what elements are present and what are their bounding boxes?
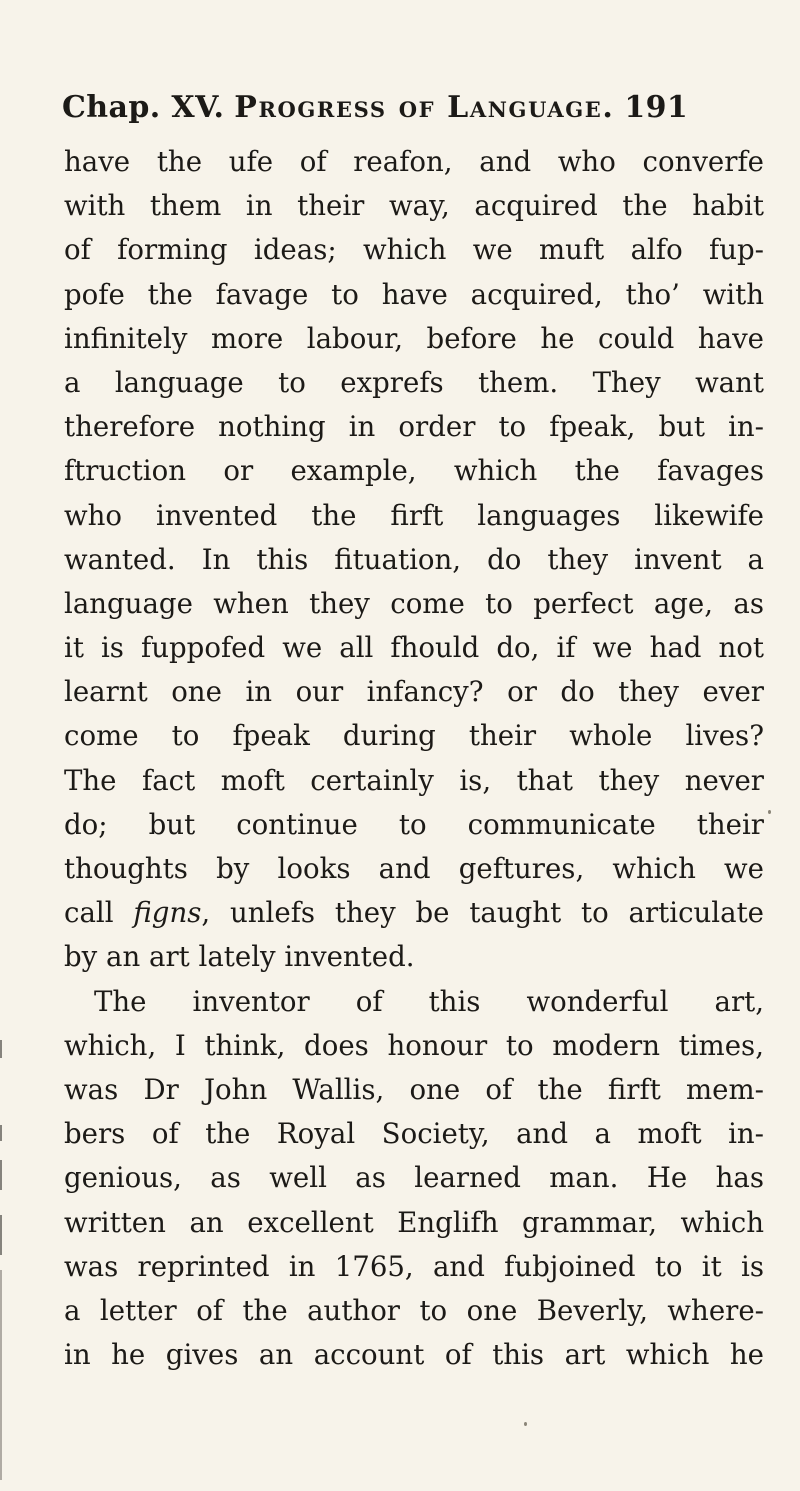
italic-word: figns <box>133 896 202 930</box>
gutter-shadow <box>0 1160 2 1190</box>
text-line: come to fpeak during their whole lives? <box>64 719 764 753</box>
text-line: have the ufe of reafon, and who converfe <box>64 145 764 178</box>
gutter-shadow <box>0 1125 2 1141</box>
gutter-shadow <box>0 1040 2 1058</box>
text-fragment: , unlefs they be taught to articulate <box>201 896 764 930</box>
text-line: wanted. In this fituation, do they invent a <box>64 542 764 576</box>
text-line: by an art lately invented. <box>64 940 415 974</box>
text-line: ftruction or example, which the favages <box>64 454 764 488</box>
gutter-shadow <box>0 1215 2 1255</box>
chapter-label: Chap. XV. <box>62 90 225 125</box>
text-line: pofe the favage to have acquired, tho’ with <box>64 277 764 311</box>
text-line: therefore nothing in order to fpeak, but in- <box>64 410 764 444</box>
text-line: thoughts by looks and geftures, which we <box>64 852 764 885</box>
text-line: The inventor of this wonderful art, <box>94 984 764 1018</box>
text-fragment: call <box>64 896 134 930</box>
running-title: Progress of Language. <box>234 90 615 125</box>
page-number: 191 <box>624 90 689 125</box>
text-line: bers of the Royal Society, and a moft in- <box>64 1117 764 1151</box>
text-line: genious, as well as learned man. He has <box>64 1161 764 1195</box>
text-line: was reprinted in 1765, and fubjoined to it is <box>64 1249 764 1283</box>
gutter-shadow <box>0 1270 2 1480</box>
text-line: it is fuppofed we all fhould do, if we had not <box>64 631 764 665</box>
text-line: language when they come to perfect age, as <box>64 586 764 620</box>
text-line: was Dr John Wallis, one of the firft mem- <box>64 1072 764 1106</box>
text-line: The fact moft certainly is, that they never <box>64 763 764 797</box>
running-head <box>62 86 782 130</box>
text-line: of forming ideas; which we muft alfo fup- <box>64 233 764 267</box>
text-line: a language to exprefs them. They want <box>64 365 764 399</box>
text-line: infinitely more labour, before he could have <box>64 321 764 355</box>
text-line: which, I think, does honour to modern times, <box>64 1028 764 1062</box>
text-line: a letter of the author to one Beverly, where- <box>64 1293 764 1327</box>
text-line: written an excellent Englifh grammar, which <box>64 1205 764 1239</box>
text-line: who invented the firft languages likewife <box>64 498 764 532</box>
text-line: learnt one in our infancy? or do they ever <box>64 675 764 709</box>
paper-speck <box>768 810 771 814</box>
text-line: in he gives an account of this art which he <box>64 1338 764 1372</box>
body-text <box>64 140 764 1377</box>
text-line: with them in their way, acquired the habit <box>64 189 764 223</box>
paper-speck <box>524 1422 527 1426</box>
text-line-with-italic <box>64 891 764 935</box>
text-line: do; but continue to communicate their <box>64 807 764 841</box>
